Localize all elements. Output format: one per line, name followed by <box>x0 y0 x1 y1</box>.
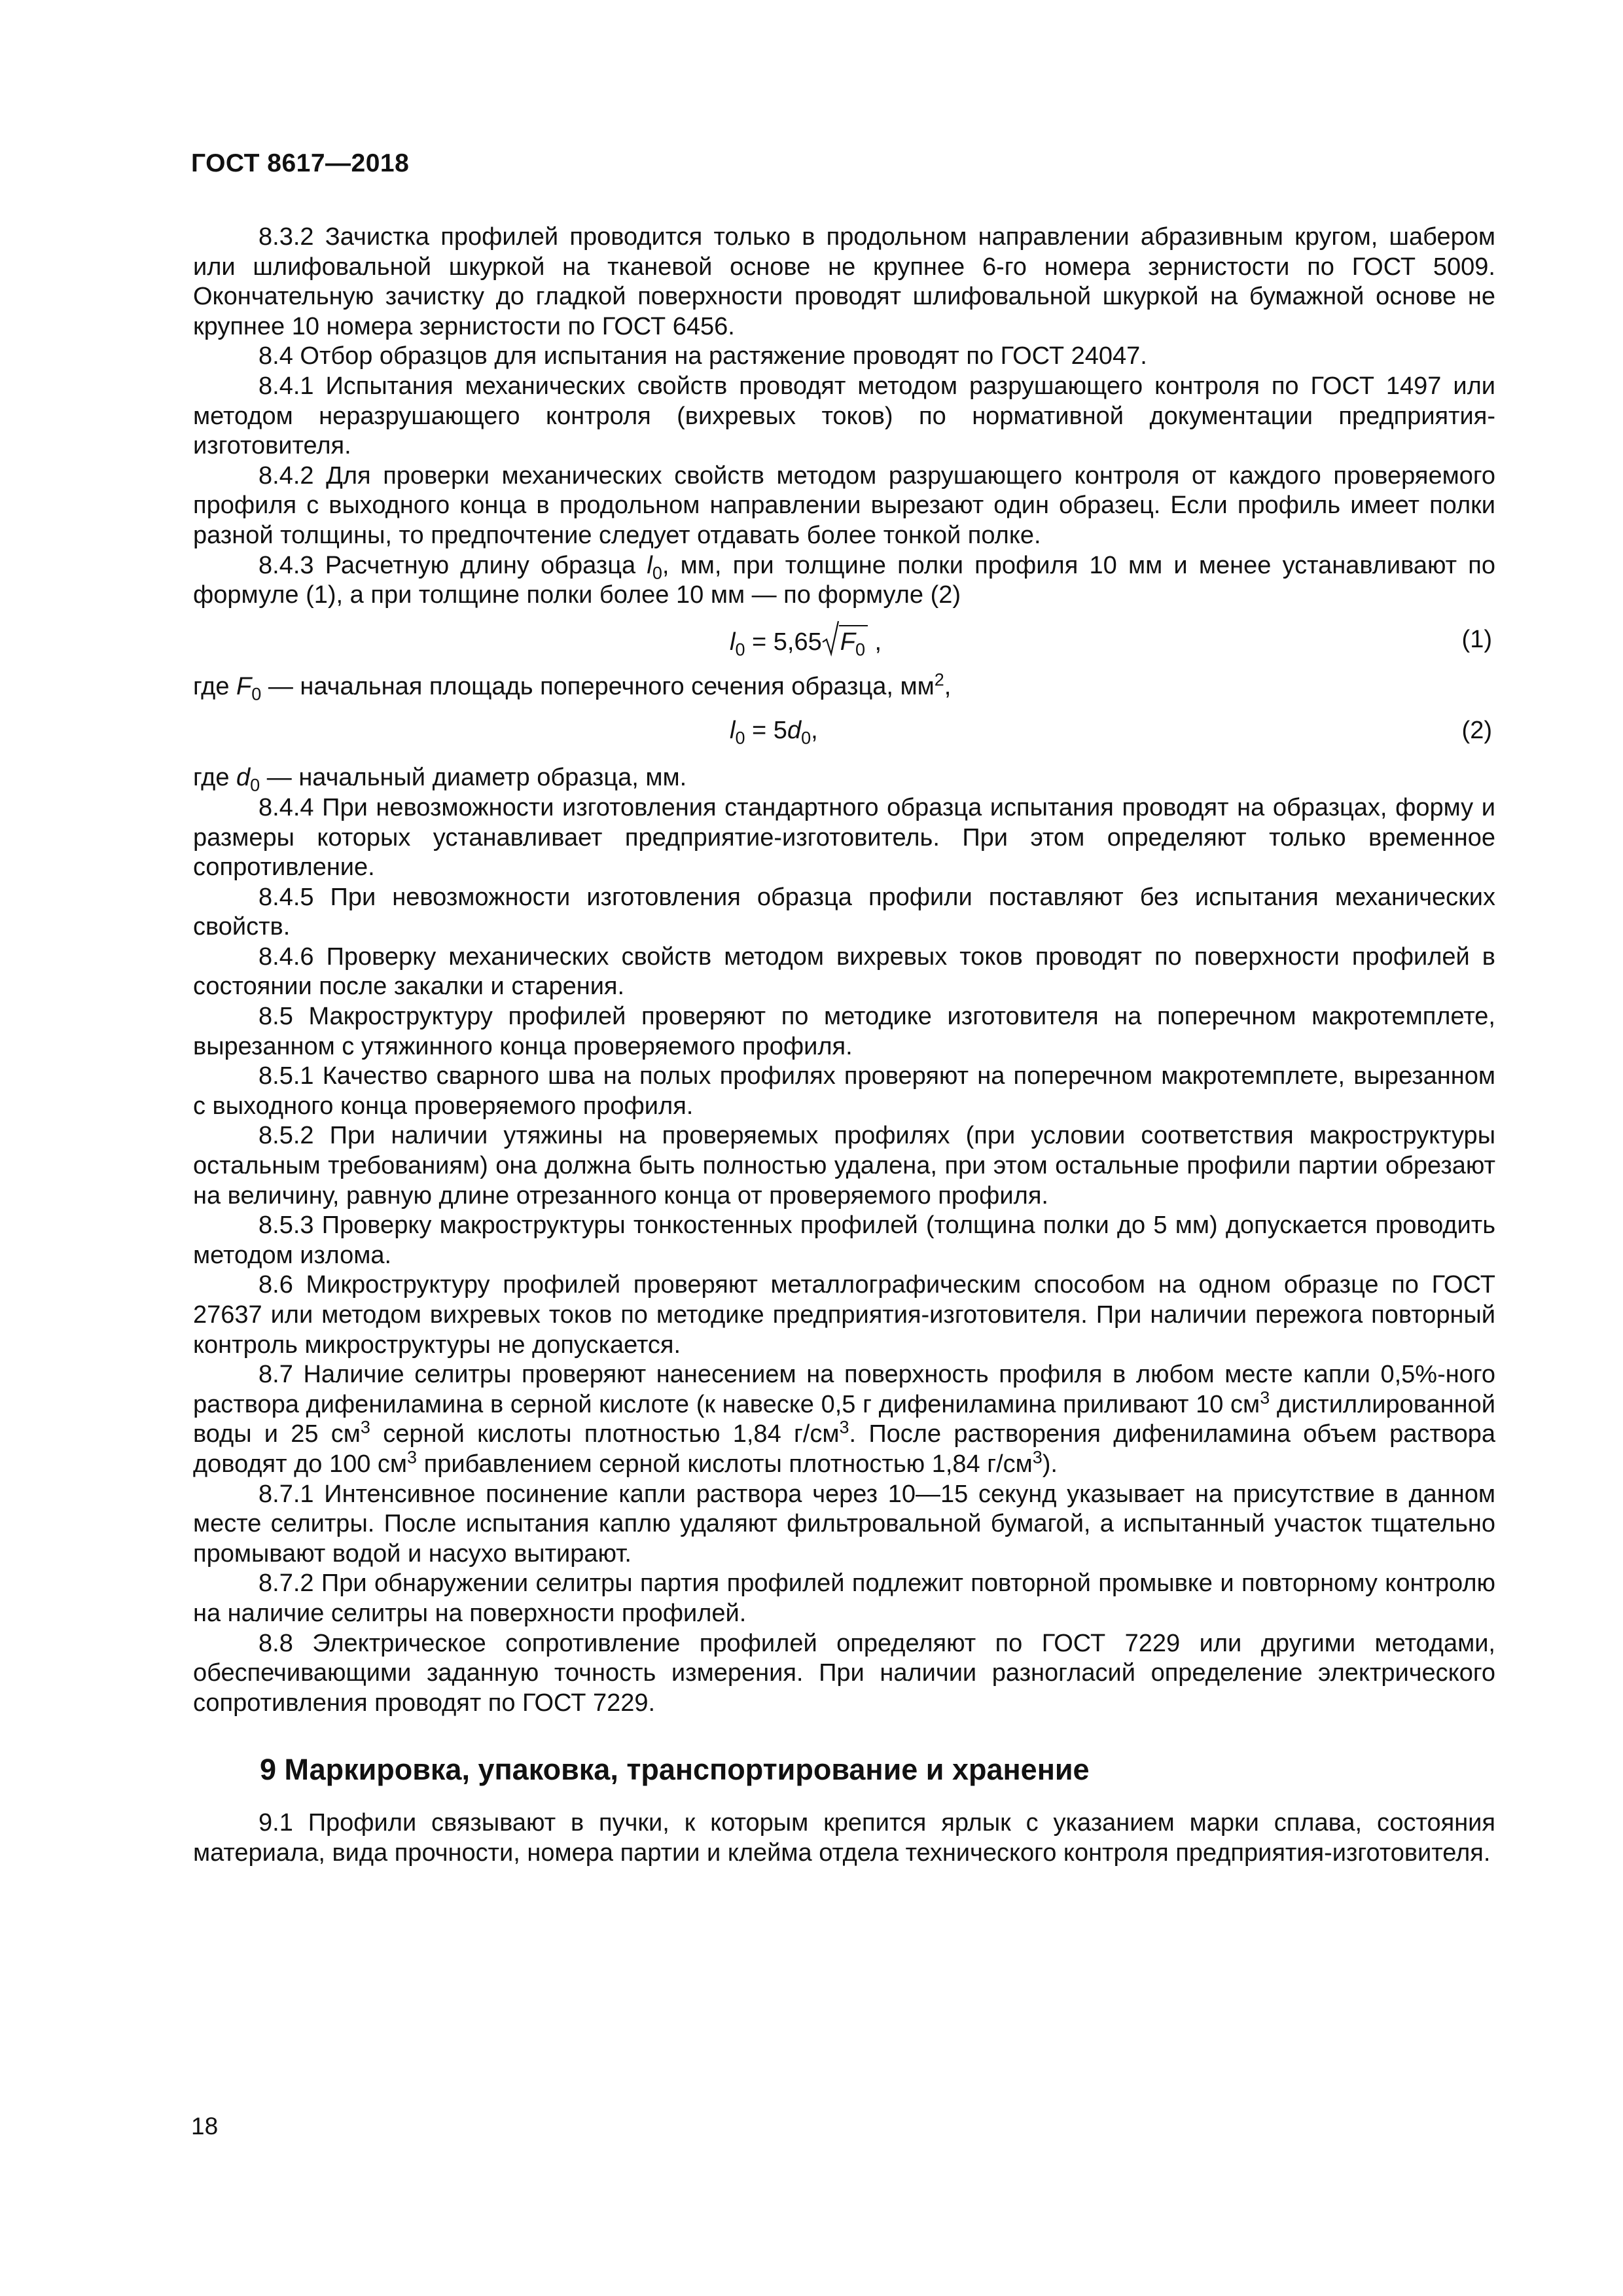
document-header: ГОСТ 8617—2018 <box>191 149 410 177</box>
paragraph-8-4-1: 8.4.1 Испытания механических свойств проводят методом разрушающего контроля по ГОСТ 1497 или методом неразрушающего контроля (вихревых токов) по нормативной документации предприятия-изготовителя. <box>193 372 1495 460</box>
paragraph-8-7-part-f: ). <box>1042 1450 1058 1478</box>
formula-2-where <box>193 763 1495 793</box>
paragraph-8-7-part-b: дистиллированной воды и 25 см <box>193 1390 1496 1448</box>
paragraph-9-1: 9.1 Профили связывают в пучки, к которым крепится ярлык с указанием марки сплава, состояния материала, вида прочности, номера партии и клейма отдела технического контроля предприятия-изготовителя. <box>193 1809 1495 1867</box>
subscript-zero: 0 <box>652 563 662 583</box>
formula-2 <box>193 716 1495 757</box>
paragraph-8-7-1: 8.7.1 Интенсивное посинение капли раствора через 10—15 секунд указывает на присутствие в данном месте селитры. После испытания каплю удаляют фильтровальной бумагой, а испытанный участок тщательно промывают водой и насухо вытирают. <box>193 1480 1495 1568</box>
formula-2-expression <box>730 716 818 746</box>
formula-2-where-a: где <box>193 764 237 792</box>
paragraph-8-7-part-e: прибавлением серной кислоты плотностью 1,84 г/см <box>417 1450 1033 1478</box>
square-root <box>822 625 868 658</box>
formula-1-expression <box>730 625 882 658</box>
paragraph-8-8: 8.8 Электрическое сопротивление профилей определяют по ГОСТ 7229 или другими методами, обеспечивающими заданную точность измерения. При наличии разногласий определение электрического сопротивления проводят по ГОСТ 7229. <box>193 1629 1495 1717</box>
paragraph-8-4-6: 8.4.6 Проверку механических свойств методом вихревых токов проводят по поверхности профилей в состоянии после закалки и старения. <box>193 942 1495 1001</box>
formula-1-where-b: — начальная площадь поперечного сечения образца, мм <box>261 672 935 700</box>
where-symbol-f-subscript: 0 <box>251 684 262 704</box>
formula-2-symbol-l: l <box>730 717 736 745</box>
where-symbol-d: d <box>236 764 251 792</box>
paragraph-8-4: 8.4 Отбор образцов для испытания на растяжение проводят по ГОСТ 24047. <box>259 342 1147 370</box>
where-symbol-f: F <box>236 672 252 700</box>
paragraph-8-7-2: 8.7.2 При обнаружении селитры партия профилей подлежит повторной промывке и повторному контролю на наличие селитры на поверхности профилей. <box>193 1570 1495 1627</box>
superscript-3-d: 3 <box>407 1447 418 1467</box>
formula-1-rhs: = 5,65 <box>745 628 822 656</box>
formula-1-subscript: 0 <box>735 639 745 660</box>
paragraph-8-5-2: 8.5.2 При наличии утяжины на проверяемых профилях (при условии соответствия макроструктуры остальным требованиям) она должна быть полностью удалена, при этом остальные профили партии обрезают на величину, равную длине отрезанного конца от проверяемого профиля. <box>193 1122 1495 1210</box>
formula-2-d-subscript: 0 <box>801 728 812 748</box>
formula-2-rhs: = 5 <box>745 717 787 745</box>
superscript-3-a: 3 <box>1260 1388 1270 1408</box>
formula-2-tail: , <box>811 717 818 745</box>
formula-1-f-subscript: 0 <box>855 639 865 660</box>
formula-2-where-b: — начальный диаметр образца, мм. <box>260 764 687 792</box>
formula-2-subscript: 0 <box>735 728 745 748</box>
paragraph-8-7-part-c: серной кислоты плотностью 1,84 г/см <box>370 1420 840 1448</box>
formula-1-symbol-l: l <box>730 628 736 656</box>
formula-1-where-c: , <box>944 672 952 700</box>
paragraph-8-7-part-d: . После растворения дифениламина объем раствора доводят до 100 см <box>193 1420 1495 1478</box>
square-root-body <box>839 625 868 658</box>
paragraph-8-5-3: 8.5.3 Проверку макроструктуры тонкостенных профилей (толщина полки до 5 мм) допускается проводить методом излома. <box>193 1211 1495 1269</box>
paragraph-8-3-2: 8.3.2 Зачистка профилей проводится только в продольном направлении абразивным кругом, шабером или шлифовальной шкуркой на тканевой основе не крупнее 6-го номера зернистости по ГОСТ 5009. Окончательную зачистку до гладкой поверхности проводят шлифовальной шкуркой на бумажной основе не крупнее 10 номера зернистости по ГОСТ 6456. <box>193 223 1495 340</box>
section-9-title: 9 Маркировка, упаковка, транспортирование и хранение <box>260 1753 1090 1787</box>
formula-1-where <box>193 672 1495 702</box>
radical-sign-icon <box>822 620 839 656</box>
paragraph-8-5-1: 8.5.1 Качество сварного шва на полых профилях проверяют на поперечном макротемплете, вырезанном с выходного конца проверяемого профиля. <box>193 1062 1495 1120</box>
paragraph-8-6: 8.6 Микроструктуру профилей проверяют металлографическим способом на одном образце по ГОСТ 27637 или методом вихревых токов по методике предприятия-изготовителя. При наличии пережога повторный контроль микроструктуры не допускается. <box>193 1271 1495 1359</box>
document-body <box>193 223 1495 1869</box>
formula-1-symbol-f: F <box>840 628 855 656</box>
paragraph-8-4-3 <box>193 551 1495 611</box>
paragraph-8-4-4: 8.4.4 При невозможности изготовления стандартного образца испытания проводят на образцах, форму и размеры которых устанавливает предприятие-изготовитель. При этом определяют только временное сопротивление. <box>193 793 1495 882</box>
paragraph-8-7 <box>193 1360 1495 1479</box>
superscript-2: 2 <box>934 670 944 690</box>
symbol-l: l <box>647 551 652 579</box>
paragraph-8-7-part-a: 8.7 Наличие селитры проверяют нанесением на поверхность профиля в любом месте капли 0,5%-ного раствора дифениламина в серной кислоте (к навеске 0,5 г дифениламина приливают 10 см <box>193 1361 1495 1418</box>
formula-2-symbol-d: d <box>787 717 802 745</box>
superscript-3-e: 3 <box>1032 1447 1043 1467</box>
superscript-3-b: 3 <box>360 1417 370 1437</box>
formula-1-tail: , <box>868 628 882 656</box>
formula-1-where-a: где <box>193 672 237 700</box>
paragraph-8-4-2: 8.4.2 Для проверки механических свойств методом разрушающего контроля от каждого проверяемого профиля с выходного конца в продольном направлении вырезают один образец. Если профиль имеет полки разной толщины, то предпочтение следует отдавать более тонкой полке. <box>193 461 1495 549</box>
paragraph-8-5: 8.5 Макроструктуру профилей проверяют по методике изготовителя на поперечном макротемплете, вырезанном с утяжинного конца проверяемого профиля. <box>193 1003 1495 1060</box>
formula-1 <box>193 625 1495 666</box>
paragraph-8-4-3-part-b: , мм, при толщине полки профиля 10 мм и менее устанавливают по формуле (1), а при толщине полки более 10 мм — по формуле (2) <box>193 551 1496 609</box>
formula-1-number: (1) <box>1461 625 1492 653</box>
formula-2-number: (2) <box>1461 717 1492 745</box>
paragraph-8-4-5: 8.4.5 При невозможности изготовления образца профили поставляют без испытания механических свойств. <box>193 883 1495 941</box>
paragraph-8-4-3-part-a: 8.4.3 Расчетную длину образца <box>259 551 647 579</box>
where-symbol-d-subscript: 0 <box>250 775 260 795</box>
superscript-3-c: 3 <box>839 1417 849 1437</box>
page-number: 18 <box>191 2113 219 2140</box>
